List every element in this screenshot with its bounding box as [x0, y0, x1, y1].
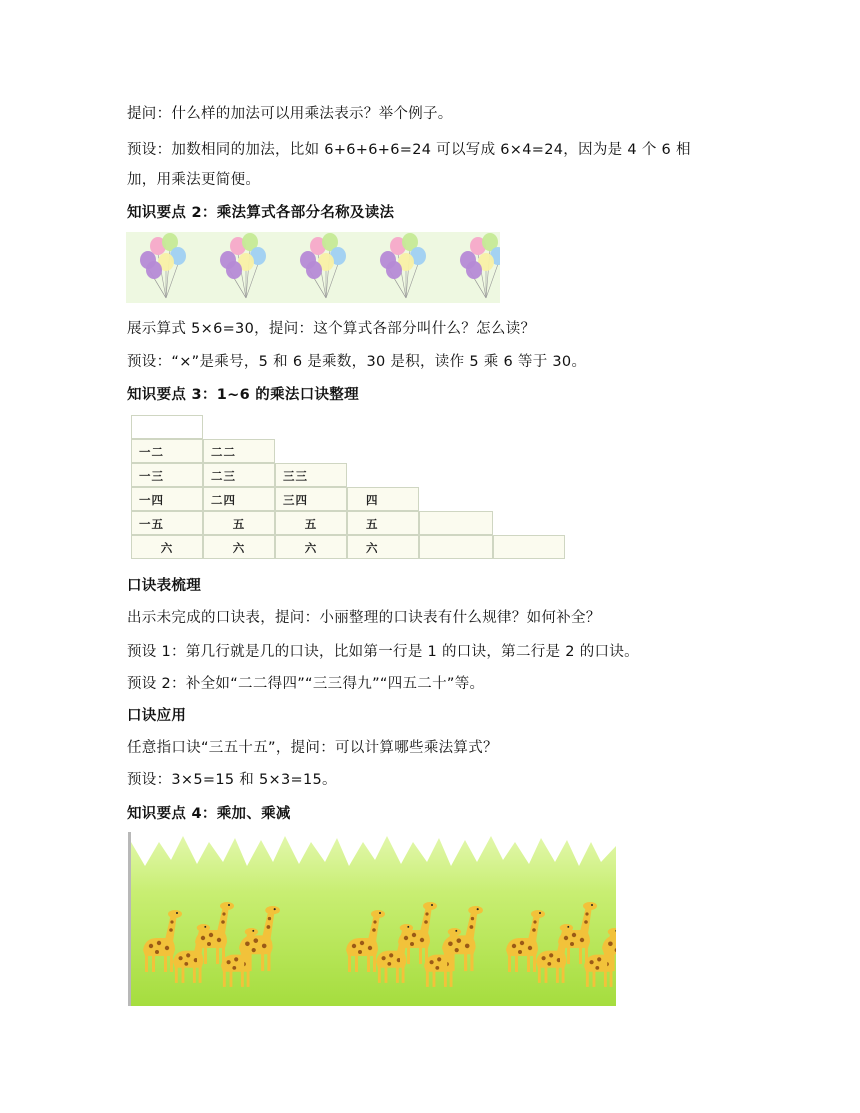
- heading-point-4: 知识要点 4：乘加、乘减: [127, 806, 291, 822]
- table-cell: 二二: [203, 439, 275, 463]
- table-cell: 三四: [275, 487, 347, 511]
- multiplication-table-figure: [131, 415, 571, 560]
- table-cell: 二三: [203, 463, 275, 487]
- table-cell: 一五: [131, 511, 203, 535]
- table-cell: 六: [131, 535, 203, 559]
- table-cell: 四: [347, 487, 419, 511]
- table-cell: 二四: [203, 487, 275, 511]
- table-cell: 六: [203, 535, 275, 559]
- answer-1-line-2: 加，用乘法更简便。: [127, 172, 261, 188]
- heading-table-review: 口诀表梳理: [127, 578, 201, 594]
- balloon-group: [300, 233, 346, 298]
- table-cell: 三三: [275, 463, 347, 487]
- balloon: [466, 261, 482, 279]
- answer-4: 预设：3×5=15 和 5×3=15。: [127, 772, 337, 788]
- question-1: 提问：什么样的加法可以用乘法表示？举个例子。: [127, 106, 453, 122]
- table-cell-empty: [419, 511, 493, 535]
- table-cell: 五: [347, 511, 419, 535]
- giraffes-illustration: [131, 832, 616, 1006]
- table-cell: 五: [275, 511, 347, 535]
- giraffes-figure: [128, 832, 616, 1006]
- table-cell: 一四: [131, 487, 203, 511]
- question-2: 展示算式 5×6=30，提问：这个算式各部分叫什么？怎么读？: [127, 321, 536, 337]
- balloon-group: [220, 233, 266, 298]
- balloon: [386, 261, 402, 279]
- balloon-group: [140, 233, 186, 298]
- balloon: [146, 261, 162, 279]
- table-cell: 五: [203, 511, 275, 535]
- question-3: 出示未完成的口诀表，提问：小丽整理的口诀表有什么规律？如何补全？: [127, 610, 601, 626]
- table-cell-empty: [131, 415, 203, 439]
- table-cell: 六: [275, 535, 347, 559]
- table-cell: 一二: [131, 439, 203, 463]
- table-cell: 六: [347, 535, 419, 559]
- balloon: [306, 261, 322, 279]
- balloons-figure: [126, 232, 500, 303]
- answer-3-2: 预设 2：补全如“二二得四”“三三得九”“四五二十”等。: [127, 676, 485, 692]
- answer-3-1: 预设 1：第几行就是几的口诀，比如第一行是 1 的口诀，第二行是 2 的口诀。: [127, 644, 639, 660]
- answer-2: 预设：“×”是乘号，5 和 6 是乘数，30 是积，读作 5 乘 6 等于 30。: [127, 354, 587, 370]
- table-cell-empty: [419, 535, 493, 559]
- balloon: [226, 261, 242, 279]
- answer-1-line-1: 预设：加数相同的加法，比如 6+6+6+6=24 可以写成 6×4=24，因为是 4 个 6 相: [127, 142, 691, 158]
- balloon-group: [460, 233, 500, 298]
- question-4: 任意指口诀“三五十五”，提问：可以计算哪些乘法算式？: [127, 740, 498, 756]
- heading-point-2: 知识要点 2：乘法算式各部分名称及读法: [127, 205, 395, 221]
- heading-point-3: 知识要点 3：1~6 的乘法口诀整理: [127, 387, 359, 403]
- balloon-group: [380, 233, 426, 298]
- table-cell: 一三: [131, 463, 203, 487]
- heading-application: 口诀应用: [127, 708, 187, 724]
- balloons-illustration: [126, 232, 500, 303]
- table-cell-empty: [493, 535, 565, 559]
